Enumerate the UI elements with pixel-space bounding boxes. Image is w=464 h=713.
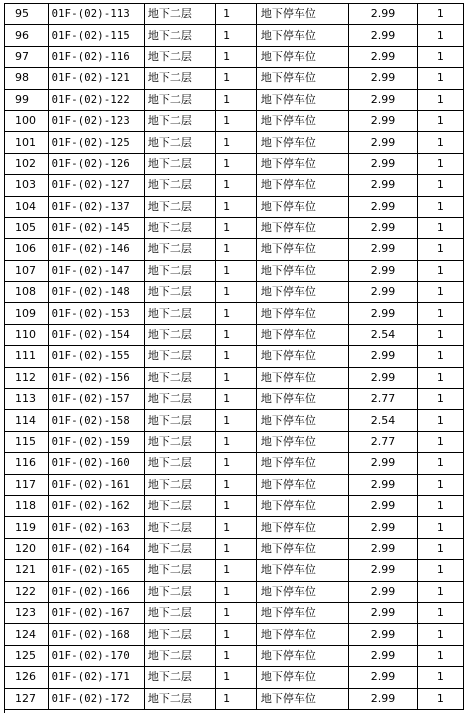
row-number-cell: 104 (5, 196, 49, 217)
count-cell: 1 (417, 474, 463, 495)
usage-cell: 地下停车位 (256, 367, 348, 388)
usage-cell: 地下停车位 (256, 667, 348, 688)
usage-cell: 地下停车位 (256, 324, 348, 345)
area-cell: 2.99 (349, 239, 417, 260)
area-cell: 2.99 (349, 68, 417, 89)
floor-cell: 地下二层 (144, 645, 215, 666)
usage-cell: 地下停车位 (256, 68, 348, 89)
table-row (5, 453, 464, 474)
space-code-cell: 01F-(02)-166 (48, 581, 144, 602)
table-row (5, 517, 464, 538)
count-cell: 1 (417, 517, 463, 538)
row-number-cell: 112 (5, 367, 49, 388)
floor-cell: 地下二层 (144, 239, 215, 260)
space-code-cell: 01F-(02)-165 (48, 560, 144, 581)
table-row (5, 560, 464, 581)
usage-cell: 地下停车位 (256, 282, 348, 303)
space-code-cell: 01F-(02)-115 (48, 25, 144, 46)
row-number-cell: 103 (5, 175, 49, 196)
table-row (5, 389, 464, 410)
quantity-cell: 1 (216, 175, 257, 196)
count-cell: 1 (417, 175, 463, 196)
table-row (5, 667, 464, 688)
usage-cell: 地下停车位 (256, 581, 348, 602)
row-number-cell: 126 (5, 667, 49, 688)
quantity-cell: 1 (216, 89, 257, 110)
space-code-cell: 01F-(02)-127 (48, 175, 144, 196)
count-cell: 1 (417, 239, 463, 260)
row-number-cell: 120 (5, 538, 49, 559)
table-row (5, 282, 464, 303)
row-number-cell: 109 (5, 303, 49, 324)
row-number-cell: 106 (5, 239, 49, 260)
table-row (5, 645, 464, 666)
usage-cell: 地下停车位 (256, 25, 348, 46)
floor-cell: 地下二层 (144, 667, 215, 688)
floor-cell: 地下二层 (144, 624, 215, 645)
row-number-cell: 110 (5, 324, 49, 345)
table-row (5, 89, 464, 110)
count-cell: 1 (417, 217, 463, 238)
table-row (5, 324, 464, 345)
space-code-cell: 01F-(02)-161 (48, 474, 144, 495)
space-code-cell: 01F-(02)-158 (48, 410, 144, 431)
quantity-cell: 1 (216, 538, 257, 559)
row-number-cell: 121 (5, 560, 49, 581)
row-number-cell: 97 (5, 46, 49, 67)
quantity-cell: 1 (216, 46, 257, 67)
area-cell: 2.99 (349, 602, 417, 623)
count-cell: 1 (417, 431, 463, 452)
row-number-cell: 127 (5, 688, 49, 709)
quantity-cell: 1 (216, 68, 257, 89)
area-cell: 2.99 (349, 624, 417, 645)
row-number-cell: 114 (5, 410, 49, 431)
count-cell: 1 (417, 25, 463, 46)
area-cell: 2.99 (349, 367, 417, 388)
usage-cell: 地下停车位 (256, 389, 348, 410)
table-row (5, 4, 464, 25)
parking-space-table (4, 3, 464, 710)
row-number-cell: 113 (5, 389, 49, 410)
area-cell: 2.99 (349, 89, 417, 110)
quantity-cell: 1 (216, 110, 257, 131)
area-cell: 2.99 (349, 645, 417, 666)
count-cell: 1 (417, 153, 463, 174)
count-cell: 1 (417, 602, 463, 623)
row-number-cell: 124 (5, 624, 49, 645)
quantity-cell: 1 (216, 474, 257, 495)
usage-cell: 地下停车位 (256, 217, 348, 238)
quantity-cell: 1 (216, 410, 257, 431)
usage-cell: 地下停车位 (256, 538, 348, 559)
row-number-cell: 118 (5, 495, 49, 516)
space-code-cell: 01F-(02)-116 (48, 46, 144, 67)
area-cell: 2.99 (349, 217, 417, 238)
quantity-cell: 1 (216, 560, 257, 581)
floor-cell: 地下二层 (144, 132, 215, 153)
usage-cell: 地下停车位 (256, 303, 348, 324)
floor-cell: 地下二层 (144, 110, 215, 131)
count-cell: 1 (417, 624, 463, 645)
area-cell: 2.99 (349, 4, 417, 25)
space-code-cell: 01F-(02)-164 (48, 538, 144, 559)
table-row (5, 581, 464, 602)
table-row (5, 196, 464, 217)
area-cell: 2.99 (349, 46, 417, 67)
area-cell: 2.77 (349, 431, 417, 452)
area-cell: 2.99 (349, 560, 417, 581)
quantity-cell: 1 (216, 624, 257, 645)
table-row (5, 68, 464, 89)
quantity-cell: 1 (216, 217, 257, 238)
table-row (5, 25, 464, 46)
floor-cell: 地下二层 (144, 217, 215, 238)
space-code-cell: 01F-(02)-113 (48, 4, 144, 25)
floor-cell: 地下二层 (144, 581, 215, 602)
space-code-cell: 01F-(02)-145 (48, 217, 144, 238)
quantity-cell: 1 (216, 367, 257, 388)
area-cell: 2.99 (349, 153, 417, 174)
area-cell: 2.99 (349, 196, 417, 217)
usage-cell: 地下停车位 (256, 239, 348, 260)
quantity-cell: 1 (216, 196, 257, 217)
quantity-cell: 1 (216, 303, 257, 324)
row-number-cell: 123 (5, 602, 49, 623)
floor-cell: 地下二层 (144, 346, 215, 367)
row-number-cell: 122 (5, 581, 49, 602)
table-row (5, 538, 464, 559)
row-number-cell: 102 (5, 153, 49, 174)
space-code-cell: 01F-(02)-172 (48, 688, 144, 709)
space-code-cell: 01F-(02)-122 (48, 89, 144, 110)
quantity-cell: 1 (216, 260, 257, 281)
area-cell: 2.99 (349, 667, 417, 688)
space-code-cell: 01F-(02)-123 (48, 110, 144, 131)
count-cell: 1 (417, 346, 463, 367)
area-cell: 2.99 (349, 132, 417, 153)
table-row (5, 153, 464, 174)
usage-cell: 地下停车位 (256, 260, 348, 281)
table-body (5, 4, 464, 710)
space-code-cell: 01F-(02)-126 (48, 153, 144, 174)
space-code-cell: 01F-(02)-121 (48, 68, 144, 89)
space-code-cell: 01F-(02)-160 (48, 453, 144, 474)
row-number-cell: 117 (5, 474, 49, 495)
space-code-cell: 01F-(02)-170 (48, 645, 144, 666)
usage-cell: 地下停车位 (256, 175, 348, 196)
table-row (5, 110, 464, 131)
table-row (5, 624, 464, 645)
count-cell: 1 (417, 367, 463, 388)
usage-cell: 地下停车位 (256, 688, 348, 709)
quantity-cell: 1 (216, 282, 257, 303)
count-cell: 1 (417, 538, 463, 559)
usage-cell: 地下停车位 (256, 645, 348, 666)
floor-cell: 地下二层 (144, 389, 215, 410)
usage-cell: 地下停车位 (256, 132, 348, 153)
floor-cell: 地下二层 (144, 303, 215, 324)
count-cell: 1 (417, 688, 463, 709)
floor-cell: 地下二层 (144, 688, 215, 709)
floor-cell: 地下二层 (144, 89, 215, 110)
quantity-cell: 1 (216, 25, 257, 46)
row-number-cell: 101 (5, 132, 49, 153)
quantity-cell: 1 (216, 431, 257, 452)
count-cell: 1 (417, 495, 463, 516)
row-number-cell: 119 (5, 517, 49, 538)
area-cell: 2.99 (349, 538, 417, 559)
usage-cell: 地下停车位 (256, 46, 348, 67)
floor-cell: 地下二层 (144, 282, 215, 303)
table-row (5, 239, 464, 260)
area-cell: 2.99 (349, 581, 417, 602)
floor-cell: 地下二层 (144, 517, 215, 538)
area-cell: 2.99 (349, 25, 417, 46)
floor-cell: 地下二层 (144, 367, 215, 388)
area-cell: 2.99 (349, 474, 417, 495)
row-number-cell: 105 (5, 217, 49, 238)
row-number-cell: 116 (5, 453, 49, 474)
row-number-cell: 125 (5, 645, 49, 666)
table-row (5, 175, 464, 196)
quantity-cell: 1 (216, 645, 257, 666)
table-row (5, 410, 464, 431)
floor-cell: 地下二层 (144, 153, 215, 174)
count-cell: 1 (417, 282, 463, 303)
count-cell: 1 (417, 89, 463, 110)
usage-cell: 地下停车位 (256, 453, 348, 474)
area-cell: 2.99 (349, 303, 417, 324)
area-cell: 2.54 (349, 410, 417, 431)
area-cell: 2.99 (349, 517, 417, 538)
space-code-cell: 01F-(02)-155 (48, 346, 144, 367)
table-row (5, 367, 464, 388)
area-cell: 2.99 (349, 453, 417, 474)
count-cell: 1 (417, 324, 463, 345)
space-code-cell: 01F-(02)-168 (48, 624, 144, 645)
usage-cell: 地下停车位 (256, 431, 348, 452)
quantity-cell: 1 (216, 581, 257, 602)
floor-cell: 地下二层 (144, 175, 215, 196)
count-cell: 1 (417, 645, 463, 666)
area-cell: 2.99 (349, 175, 417, 196)
usage-cell: 地下停车位 (256, 602, 348, 623)
area-cell: 2.99 (349, 495, 417, 516)
table-row (5, 217, 464, 238)
floor-cell: 地下二层 (144, 538, 215, 559)
space-code-cell: 01F-(02)-171 (48, 667, 144, 688)
count-cell: 1 (417, 196, 463, 217)
quantity-cell: 1 (216, 495, 257, 516)
row-number-cell: 98 (5, 68, 49, 89)
space-code-cell: 01F-(02)-154 (48, 324, 144, 345)
count-cell: 1 (417, 110, 463, 131)
row-number-cell: 107 (5, 260, 49, 281)
row-number-cell: 100 (5, 110, 49, 131)
quantity-cell: 1 (216, 453, 257, 474)
floor-cell: 地下二层 (144, 196, 215, 217)
space-code-cell: 01F-(02)-153 (48, 303, 144, 324)
floor-cell: 地下二层 (144, 4, 215, 25)
space-code-cell: 01F-(02)-147 (48, 260, 144, 281)
table-row (5, 260, 464, 281)
quantity-cell: 1 (216, 517, 257, 538)
space-code-cell: 01F-(02)-125 (48, 132, 144, 153)
count-cell: 1 (417, 303, 463, 324)
table-row (5, 303, 464, 324)
quantity-cell: 1 (216, 602, 257, 623)
row-number-cell: 95 (5, 4, 49, 25)
count-cell: 1 (417, 132, 463, 153)
floor-cell: 地下二层 (144, 602, 215, 623)
space-code-cell: 01F-(02)-163 (48, 517, 144, 538)
count-cell: 1 (417, 389, 463, 410)
usage-cell: 地下停车位 (256, 474, 348, 495)
space-code-cell: 01F-(02)-146 (48, 239, 144, 260)
usage-cell: 地下停车位 (256, 4, 348, 25)
count-cell: 1 (417, 4, 463, 25)
usage-cell: 地下停车位 (256, 153, 348, 174)
area-cell: 2.99 (349, 260, 417, 281)
quantity-cell: 1 (216, 324, 257, 345)
floor-cell: 地下二层 (144, 453, 215, 474)
floor-cell: 地下二层 (144, 410, 215, 431)
space-code-cell: 01F-(02)-156 (48, 367, 144, 388)
count-cell: 1 (417, 453, 463, 474)
usage-cell: 地下停车位 (256, 495, 348, 516)
count-cell: 1 (417, 410, 463, 431)
count-cell: 1 (417, 46, 463, 67)
area-cell: 2.77 (349, 389, 417, 410)
quantity-cell: 1 (216, 389, 257, 410)
usage-cell: 地下停车位 (256, 110, 348, 131)
row-number-cell: 111 (5, 346, 49, 367)
area-cell: 2.99 (349, 346, 417, 367)
count-cell: 1 (417, 260, 463, 281)
area-cell: 2.99 (349, 110, 417, 131)
usage-cell: 地下停车位 (256, 517, 348, 538)
table-row (5, 495, 464, 516)
table-continuation-edge (4, 709, 464, 713)
count-cell: 1 (417, 560, 463, 581)
quantity-cell: 1 (216, 4, 257, 25)
count-cell: 1 (417, 581, 463, 602)
quantity-cell: 1 (216, 239, 257, 260)
table-row (5, 346, 464, 367)
row-number-cell: 96 (5, 25, 49, 46)
quantity-cell: 1 (216, 667, 257, 688)
area-cell: 2.99 (349, 688, 417, 709)
table-row (5, 431, 464, 452)
space-code-cell: 01F-(02)-167 (48, 602, 144, 623)
quantity-cell: 1 (216, 688, 257, 709)
table-row (5, 688, 464, 709)
quantity-cell: 1 (216, 132, 257, 153)
count-cell: 1 (417, 667, 463, 688)
count-cell: 1 (417, 68, 463, 89)
row-number-cell: 115 (5, 431, 49, 452)
floor-cell: 地下二层 (144, 560, 215, 581)
space-code-cell: 01F-(02)-148 (48, 282, 144, 303)
usage-cell: 地下停车位 (256, 410, 348, 431)
table-row (5, 132, 464, 153)
usage-cell: 地下停车位 (256, 196, 348, 217)
floor-cell: 地下二层 (144, 46, 215, 67)
floor-cell: 地下二层 (144, 474, 215, 495)
space-code-cell: 01F-(02)-157 (48, 389, 144, 410)
space-code-cell: 01F-(02)-137 (48, 196, 144, 217)
table-row (5, 602, 464, 623)
row-number-cell: 99 (5, 89, 49, 110)
quantity-cell: 1 (216, 346, 257, 367)
floor-cell: 地下二层 (144, 260, 215, 281)
floor-cell: 地下二层 (144, 68, 215, 89)
row-number-cell: 108 (5, 282, 49, 303)
area-cell: 2.54 (349, 324, 417, 345)
quantity-cell: 1 (216, 153, 257, 174)
floor-cell: 地下二层 (144, 431, 215, 452)
table-row (5, 46, 464, 67)
usage-cell: 地下停车位 (256, 624, 348, 645)
space-code-cell: 01F-(02)-162 (48, 495, 144, 516)
usage-cell: 地下停车位 (256, 346, 348, 367)
space-code-cell: 01F-(02)-159 (48, 431, 144, 452)
floor-cell: 地下二层 (144, 25, 215, 46)
usage-cell: 地下停车位 (256, 560, 348, 581)
floor-cell: 地下二层 (144, 324, 215, 345)
floor-cell: 地下二层 (144, 495, 215, 516)
area-cell: 2.99 (349, 282, 417, 303)
usage-cell: 地下停车位 (256, 89, 348, 110)
table-row (5, 474, 464, 495)
